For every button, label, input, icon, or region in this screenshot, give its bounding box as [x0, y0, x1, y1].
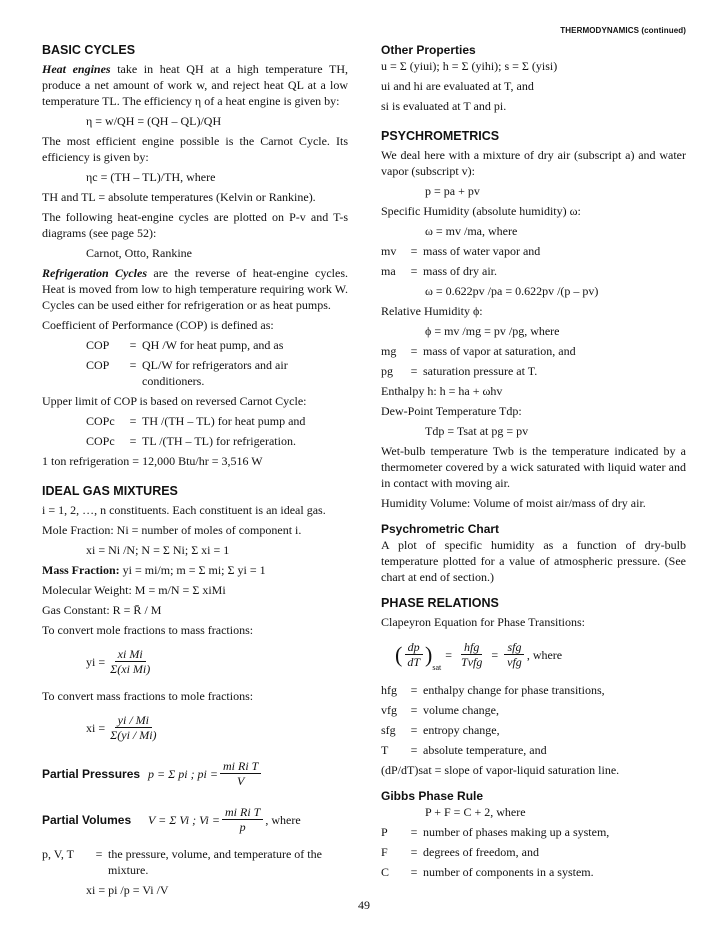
c-definition: number of components in a system. — [423, 865, 594, 879]
copc-heat-pump-row — [42, 413, 348, 429]
gas-constant: Gas Constant: R = R̄ / M — [42, 603, 162, 617]
f-term: F — [381, 845, 388, 859]
equals-sign: = — [410, 703, 418, 717]
equals-sign: = — [95, 847, 103, 861]
formula-fraction — [404, 640, 423, 670]
fraction-numerator: dp — [405, 640, 423, 655]
mass-fraction-line — [42, 562, 348, 578]
cop-definition: QH /W for heat pump, and as — [142, 338, 284, 352]
heading-psychrometrics: PSYCHROMETRICS — [381, 129, 500, 143]
mole-fraction-ratio: xi = pi /p = Vi /V — [86, 883, 169, 897]
partial-volumes-formula — [42, 800, 348, 840]
c-term: C — [381, 865, 390, 879]
humidity-volume: Humidity Volume: Volume of moist air/mass of dry air. — [381, 496, 646, 510]
ma-definition-row — [381, 263, 686, 279]
cycle-list: Carnot, Otto, Rankine — [86, 246, 192, 260]
formula-fraction — [107, 713, 159, 743]
dew-point-label: Dew-Point Temperature Tdp: — [381, 404, 522, 418]
cycles-plot-paragraph: The following heat-engine cycles are plotted on P-v and T-s diagrams (see page 52): — [42, 210, 348, 240]
hfg-term: hfg — [381, 683, 397, 697]
pvt-definition-row — [42, 846, 348, 878]
equals-sign: = — [129, 414, 137, 428]
cop-intro: Coefficient of Performance (COP) is defined as: — [42, 318, 274, 332]
carnot-efficiency-equation: ηc = (TH – TL)/TH, where — [86, 170, 216, 184]
equals-sign: = — [410, 264, 418, 278]
heading-basic-cycles: BASIC CYCLES — [42, 43, 136, 57]
heading-phase-relations: PHASE RELATIONS — [381, 596, 499, 610]
freedom-definition-row — [381, 844, 686, 860]
mole-to-mass-formula — [86, 642, 348, 682]
refrigeration-text: are the reverse of heat-engine cycles. Heat is moved from low to high temperature requiring work W. Cycles can be used either for refrigeration or as heat pumps. — [42, 266, 349, 312]
mv-definition-row — [381, 243, 686, 259]
mole-fraction-equation: xi = Ni /N; N = Σ Ni; Σ xi = 1 — [86, 543, 230, 557]
pg-definition: saturation pressure at T. — [423, 364, 538, 378]
equals-sign: = — [410, 845, 418, 859]
mass-fraction-label: Mass Fraction: — [42, 563, 120, 577]
other-properties-note1: ui and hi are evaluated at T, and — [381, 79, 534, 93]
mv-term: mv — [381, 244, 397, 258]
equals-sign: = — [410, 723, 418, 737]
ma-definition: mass of dry air. — [423, 264, 497, 278]
clapeyron-formula: ( $\frac{dp}{dT}$ ) $_{sat}$ = $\frac{\text{hfg}}{\text{Tvfg}}$ = $\frac{\text{sfg}}{\text{vfg}}$ , where — [395, 634, 686, 676]
refrigeration-lead: Refrigeration Cycles — [42, 266, 148, 280]
cop-term: COP — [86, 338, 110, 352]
copc-definition: TL /(TH – TL) for refrigeration. — [142, 434, 296, 448]
fraction-denominator: dT — [407, 655, 421, 669]
psychrometric-chart-text: A plot of specific humidity as a function of dry-bulb temperature plotted for a value of atmospheric pressure. (See chart at end of section.) — [381, 538, 686, 584]
wet-bulb-paragraph: Wet-bulb temperature Twb is the temperature indicated by a thermometer covered by a wick saturated with liquid water and in contact with moving air. — [381, 444, 686, 490]
molecular-weight: Molecular Weight: M = m/N = Σ xiMi — [42, 583, 226, 597]
running-header: THERMODYNAMICS (continued) — [560, 26, 686, 35]
ma-term: ma — [381, 264, 396, 278]
pressure-sum-equation: p = pa + pv — [425, 184, 480, 198]
formula-tail: , where — [265, 813, 301, 827]
fraction-denominator: V — [237, 774, 245, 788]
dew-point-equation: Tdp = Tsat at pg = pv — [425, 424, 529, 438]
equals-sign: = — [129, 338, 137, 352]
fraction-numerator: mi Ri T — [220, 759, 261, 774]
fraction-numerator: sfg — [504, 640, 524, 655]
cop-refrigerator-row — [42, 357, 348, 389]
copc-refrigeration-row — [42, 433, 348, 449]
formula-lhs: p = Σ pi ; pi = — [148, 767, 218, 781]
formula-lhs: V = Σ Vi ; Vi = — [148, 813, 220, 827]
heading-ideal-gas-mixtures: IDEAL GAS MIXTURES — [42, 484, 178, 498]
fraction-denominator: Σ(yi / Mi) — [110, 728, 157, 742]
relative-humidity-label: Relative Humidity ϕ: — [381, 304, 483, 318]
other-properties-note2: si is evaluated at T and pi. — [381, 99, 507, 113]
gibbs-equation: P + F = C + 2, where — [425, 805, 526, 819]
mg-definition-row — [381, 343, 686, 359]
copc-term: COPc — [86, 434, 115, 448]
hfg-definition-row — [381, 682, 686, 698]
equals-sign: = — [410, 683, 418, 697]
hfg-definition: enthalpy change for phase transitions, — [423, 683, 605, 697]
formula-fraction — [504, 640, 525, 670]
left-column — [42, 42, 348, 902]
specific-humidity-pressure-equation: ω = 0.622pv /pa = 0.622pv /(p – pv) — [425, 284, 599, 298]
t-term: T — [381, 743, 389, 757]
absolute-temps-note: TH and TL = absolute temperatures (Kelvin or Rankine). — [42, 190, 316, 204]
vfg-term: vfg — [381, 703, 397, 717]
p-definition: number of phases making up a system, — [423, 825, 610, 839]
equals-sign: = — [410, 865, 418, 879]
ton-refrigeration: 1 ton refrigeration = 12,000 Btu/hr = 3,516 W — [42, 454, 263, 468]
p-term: P — [381, 825, 388, 839]
fraction-numerator: hfg — [461, 640, 482, 655]
heading-other-properties: Other Properties — [381, 43, 476, 57]
partial-volumes-label: Partial Volumes — [42, 813, 132, 827]
mv-definition: mass of water vapor and — [423, 244, 541, 258]
mole-fraction-text: Mole Fraction: Ni = number of moles of component i. — [42, 523, 302, 537]
fraction-numerator: mi Ri T — [222, 805, 263, 820]
heading-gibbs-phase-rule: Gibbs Phase Rule — [381, 789, 484, 803]
vfg-definition: volume change, — [423, 703, 499, 717]
heat-engines-paragraph — [42, 61, 348, 109]
components-definition-row — [381, 864, 686, 880]
right-column — [381, 42, 686, 884]
efficiency-equation: η = w/QH = (QH – QL)/QH — [86, 114, 222, 128]
fraction-denominator: Σ(xi Mi) — [110, 662, 151, 676]
sfg-definition: entropy change, — [423, 723, 500, 737]
copc-term: COPc — [86, 414, 115, 428]
specific-humidity-label: Specific Humidity (absolute humidity) ω: — [381, 204, 581, 218]
cop-definition: QL/W for refrigerators and air conditioners. — [142, 358, 288, 388]
clapeyron-label: Clapeyron Equation for Phase Transitions: — [381, 615, 585, 629]
formula-fraction — [222, 805, 263, 835]
vfg-definition-row — [381, 702, 686, 718]
cop-term: COP — [86, 358, 110, 372]
enthalpy-equation: Enthalpy h: h = ha + ωhv — [381, 384, 503, 398]
formula-tail: , where — [526, 648, 563, 662]
copc-definition: TH /(TH – TL) for heat pump and — [142, 414, 306, 428]
fraction-denominator: p — [239, 820, 246, 834]
pg-term: pg — [381, 364, 393, 378]
saturation-slope: (dP/dT)sat = slope of vapor-liquid saturation line. — [381, 763, 620, 777]
formula-fraction — [458, 640, 485, 670]
equals-sign: = — [410, 743, 418, 757]
equals-sign: = — [410, 244, 418, 258]
pvt-term: p, V, T — [42, 847, 75, 861]
heat-engines-lead: Heat engines — [42, 62, 111, 76]
carnot-paragraph: The most efficient engine possible is the Carnot Cycle. Its efficiency is given by: — [42, 134, 348, 164]
sat-subscript: sat — [432, 663, 442, 672]
fraction-denominator: vfg — [507, 655, 522, 669]
pg-definition-row — [381, 363, 686, 379]
page-number: 49 — [358, 898, 370, 912]
mg-definition: mass of vapor at saturation, and — [423, 344, 576, 358]
equals-sign: = — [410, 364, 418, 378]
equals-sign: = — [410, 825, 418, 839]
relative-humidity-equation: ϕ = mv /mg = pv /pg, where — [425, 324, 560, 338]
formula-fraction — [220, 759, 261, 789]
mg-term: mg — [381, 344, 397, 358]
phases-definition-row — [381, 824, 686, 840]
cop-heat-pump-row — [42, 337, 348, 353]
other-properties-equation: u = Σ (yiui); h = Σ (yihi); s = Σ (yisi) — [381, 59, 558, 73]
heat-engines-text: take in heat QH at a high temperature TH, produce a net amount of work w, and reject heat QL at a low temperature TL. The efficiency η of a heat engine is given by: — [42, 62, 348, 108]
equals-sign: = — [129, 358, 137, 372]
cop-upper-limit: Upper limit of COP is based on reversed Carnot Cycle: — [42, 394, 307, 408]
to-mole-fractions: To convert mass fractions to mole fractions: — [42, 689, 254, 703]
fraction-numerator: xi Mi — [115, 647, 146, 662]
specific-humidity-equation: ω = mv /ma, where — [425, 224, 518, 238]
mass-fraction-equation: yi = mi/m; m = Σ mi; Σ yi = 1 — [119, 563, 266, 577]
formula-fraction — [107, 647, 153, 677]
t-definition-row — [381, 742, 686, 758]
equals-sign: = — [410, 344, 418, 358]
to-mass-fractions: To convert mole fractions to mass fractions: — [42, 623, 254, 637]
partial-pressures-label: Partial Pressures — [42, 767, 141, 781]
formula-lhs: xi = — [86, 721, 106, 735]
f-definition: degrees of freedom, and — [423, 845, 539, 859]
pvt-definition: the pressure, volume, and temperature of the mixture. — [108, 847, 322, 877]
sfg-term: sfg — [381, 723, 396, 737]
psychrometrics-intro: We deal here with a mixture of dry air (subscript a) and water vapor (subscript v): — [381, 148, 686, 178]
equals-sign: = — [129, 434, 137, 448]
constituents-text: i = 1, 2, …, n constituents. Each constituent is an ideal gas. — [42, 503, 326, 517]
t-definition: absolute temperature, and — [423, 743, 547, 757]
fraction-numerator: yi / Mi — [115, 713, 152, 728]
fraction-denominator: Tvfg — [461, 655, 483, 669]
partial-pressures-formula — [42, 754, 348, 794]
sfg-definition-row — [381, 722, 686, 738]
heading-psychrometric-chart: Psychrometric Chart — [381, 522, 500, 536]
refrigeration-paragraph — [42, 265, 348, 313]
formula-lhs: yi = — [86, 655, 106, 669]
mass-to-mole-formula — [86, 708, 348, 748]
